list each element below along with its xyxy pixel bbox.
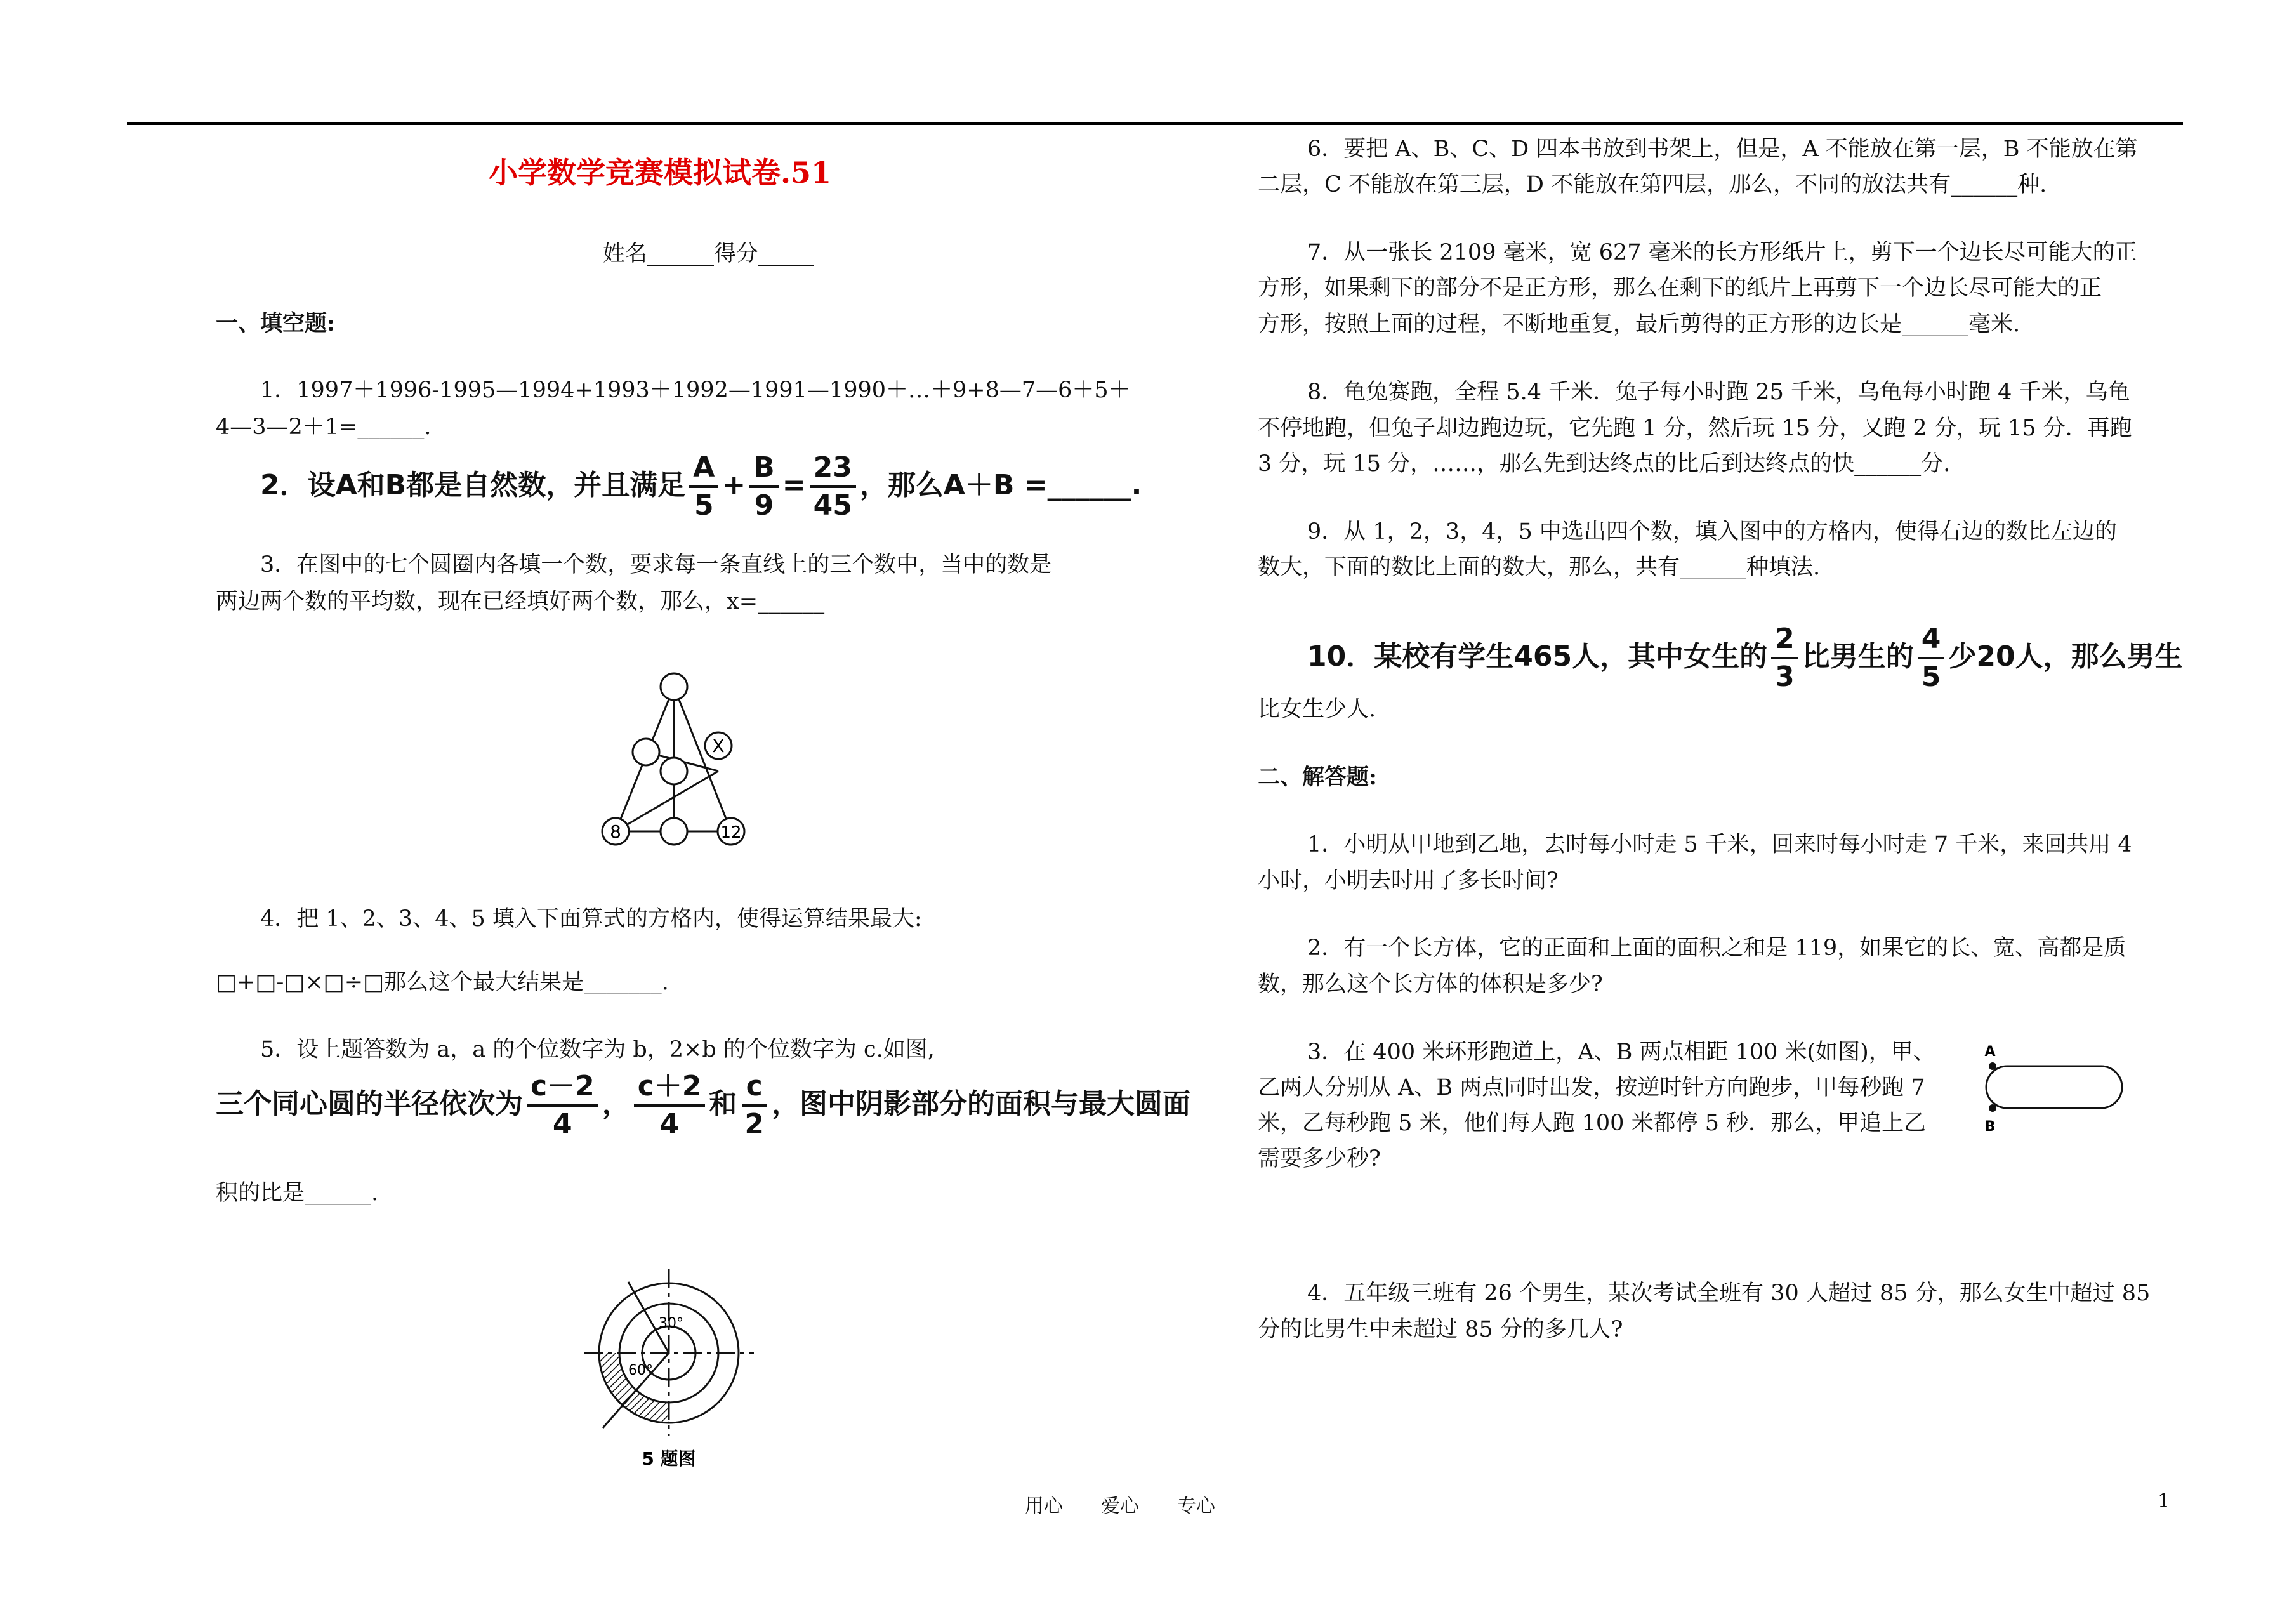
q5-line2 bbox=[216, 1070, 1191, 1140]
q5-angle-30: 30° bbox=[659, 1316, 683, 1331]
q5-and: 和 bbox=[709, 1088, 737, 1120]
name-score-line: 姓名______得分_____ bbox=[603, 241, 814, 267]
section-answer-heading: 二、解答题: bbox=[1258, 764, 1377, 790]
q2-line bbox=[260, 451, 1142, 522]
q3-circle-triangle-figure bbox=[590, 660, 768, 863]
q6-line2: 二层，C 不能放在第三层，D 不能放在第四层，那么，不同的放法共有______种. bbox=[1258, 172, 2047, 197]
q2-prefix: 2．设A和B都是自然数，并且满足 bbox=[260, 469, 686, 501]
p1-line1: 1．小明从甲地到乙地，去时每小时走 5 千米，回来时每小时走 7 千米，来回共用 4 bbox=[1307, 832, 2132, 857]
q4-line2: □+□-□×□÷□那么这个最大结果是_______. bbox=[216, 970, 669, 995]
q5-line3: 积的比是______. bbox=[216, 1180, 379, 1206]
q1-line2: 4—3—2＋1=______. bbox=[216, 414, 432, 440]
q3-label-12: 12 bbox=[720, 823, 742, 842]
p2-line2: 数，那么这个长方体的体积是多少? bbox=[1258, 972, 1603, 997]
header-rule bbox=[127, 122, 2183, 125]
q2-plus: + bbox=[722, 469, 746, 501]
q5-fraction-1: $\frac{c-2}{4}$ bbox=[527, 1073, 598, 1139]
q10-mid: 比男生的 bbox=[1802, 640, 1914, 673]
q2-equals: = bbox=[782, 469, 806, 501]
q3-line1: 3．在图中的七个圆圈内各填一个数，要求每一条直线上的三个数中，当中的数是 bbox=[260, 552, 1052, 578]
q5-figure-caption: 5 题图 bbox=[642, 1448, 696, 1469]
q10-prefix: 10．某校有学生465人，其中女生的 bbox=[1307, 640, 1768, 673]
q5-prefix: 三个同心圆的半径依次为 bbox=[216, 1088, 523, 1120]
p3-line2: 乙两人分别从 A、B 两点同时出发，按逆时针方向跑步，甲每秒跑 7 bbox=[1258, 1075, 1925, 1100]
q8-line2: 不停地跑，但兔子却边跑边玩，它先跑 1 分，然后玩 15 分，又跑 2 分，玩 15 分．再跑 bbox=[1258, 416, 2132, 441]
q10-suffix: 少20人，那么男生 bbox=[1948, 640, 2183, 673]
q5-fraction-3: $\frac{c}{2}$ bbox=[741, 1073, 768, 1139]
page-title: 小学数学竞赛模拟试卷.51 bbox=[489, 155, 832, 190]
q4-line1: 4．把 1、2、3、4、5 填入下面算式的方格内，使得运算结果最大: bbox=[260, 906, 922, 932]
q2-fraction-c: $\frac{23}{45}$ bbox=[810, 454, 856, 520]
q7-line1: 7．从一张长 2109 毫米，宽 627 毫米的长方形纸片上，剪下一个边长尽可能大的正 bbox=[1307, 240, 2137, 265]
q10-fraction-1: $\frac{2}{3}$ bbox=[1771, 625, 1798, 691]
footer-text: 用心 爱心 专心 bbox=[1025, 1495, 1215, 1517]
q9-line2: 数大，下面的数比上面的数大，那么，共有______种填法. bbox=[1258, 555, 1821, 580]
q7-line2: 方形，如果剩下的部分不是正方形，那么在剩下的纸片上再剪下一个边长尽可能大的正 bbox=[1258, 275, 2102, 301]
q3-label-8: 8 bbox=[610, 821, 621, 842]
q7-line3: 方形，按照上面的过程，不断地重复，最后剪得的正方形的边长是______毫米. bbox=[1258, 312, 2020, 337]
q10-line1 bbox=[1307, 625, 2183, 691]
p3-line4: 需要多少秒? bbox=[1258, 1146, 1381, 1172]
section-fill-blank-heading: 一、填空题: bbox=[216, 310, 335, 336]
q3-line2: 两边两个数的平均数，现在已经填好两个数，那么，x=______ bbox=[216, 589, 825, 614]
q2-fraction-a: $\frac{A}{5}$ bbox=[689, 454, 718, 520]
q5-fraction-2: $\frac{c+2}{4}$ bbox=[634, 1073, 706, 1139]
q5-sep: ， bbox=[602, 1088, 630, 1120]
q10-fraction-2: $\frac{4}{5}$ bbox=[1918, 625, 1945, 691]
q5-suffix: ，图中阴影部分的面积与最大圆面 bbox=[772, 1088, 1191, 1120]
p2-line1: 2．有一个长方体，它的正面和上面的面积之和是 119，如果它的长、宽、高都是质 bbox=[1307, 935, 2126, 961]
q1-line1: 1．1997＋1996-1995—1994+1993＋1992—1991—1990＋…＋9+8—7—6＋5＋ bbox=[260, 378, 1131, 403]
p3-track-figure bbox=[1974, 1041, 2126, 1142]
p1-line2: 小时，小明去时用了多长时间? bbox=[1258, 868, 1559, 894]
q5-concentric-circles-figure bbox=[584, 1269, 761, 1479]
q5-line1: 5．设上题答数为 a，a 的个位数字为 b，2×b 的个位数字为 c.如图, bbox=[260, 1037, 935, 1062]
p3-point-a: A bbox=[1984, 1044, 1996, 1060]
q10-line2: 比女生少人. bbox=[1258, 697, 1376, 722]
p3-line1: 3．在 400 米环形跑道上，A、B 两点相距 100 米(如图)，甲、 bbox=[1307, 1040, 1935, 1065]
q9-line1: 9．从 1，2，3，4，5 中选出四个数，填入图中的方格内，使得右边的数比左边的 bbox=[1307, 519, 2117, 545]
p3-point-b: B bbox=[1984, 1119, 1996, 1135]
q2-fraction-b: $\frac{B}{9}$ bbox=[749, 454, 779, 520]
q3-x-label: X bbox=[712, 736, 725, 756]
q6-line1: 6．要把 A、B、C、D 四本书放到书架上，但是，A 不能放在第一层，B 不能放在第 bbox=[1307, 136, 2138, 162]
q2-suffix: ，那么A＋B =______. bbox=[859, 469, 1142, 501]
q8-line3: 3 分，玩 15 分，……，那么先到达终点的比后到达终点的快______分. bbox=[1258, 451, 1951, 477]
q8-line1: 8．龟兔赛跑，全程 5.4 千米．兔子每小时跑 25 千米，乌龟每小时跑 4 千米，乌龟 bbox=[1307, 380, 2130, 405]
p4-line1: 4．五年级三班有 26 个男生，某次考试全班有 30 人超过 85 分，那么女生中超过 85 bbox=[1307, 1281, 2151, 1306]
q5-angle-60: 60° bbox=[628, 1363, 653, 1378]
page-number: 1 bbox=[2158, 1490, 2170, 1512]
p4-line2: 分的比男生中未超过 85 分的多几人? bbox=[1258, 1317, 1623, 1342]
p3-line3: 米，乙每秒跑 5 米，他们每人跑 100 米都停 5 秒．那么，甲追上乙 bbox=[1258, 1111, 1927, 1136]
